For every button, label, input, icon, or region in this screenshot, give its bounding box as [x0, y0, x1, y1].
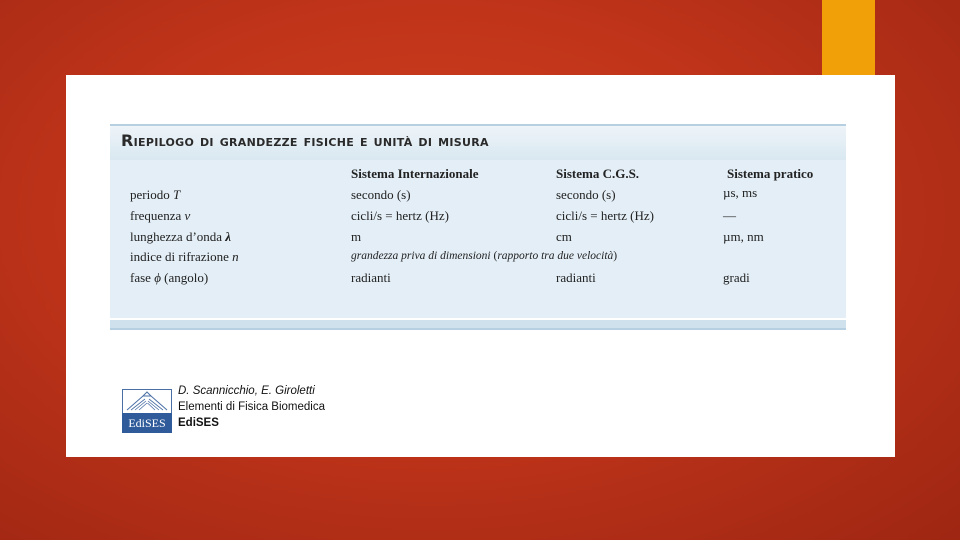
quantity-name: indice di rifrazione	[130, 249, 229, 264]
quantity-name: periodo	[130, 187, 170, 202]
publisher-credit	[122, 385, 362, 435]
edises-logo	[122, 389, 172, 433]
accent-bar	[822, 0, 875, 80]
column-header-cgs: Sistema C.G.S.	[556, 166, 640, 181]
cell-cgs: cicli/s = hertz (Hz)	[556, 208, 654, 223]
authors: D. Scannicchio, E. Giroletti	[178, 385, 315, 397]
quantity-symbol: T	[172, 187, 181, 202]
cell-pratico: —	[723, 208, 736, 223]
quantity-suffix: (angolo)	[164, 270, 209, 285]
table-title-band	[110, 124, 846, 160]
quantity-name: lunghezza d’onda	[130, 229, 223, 244]
quantity-symbol: ν	[184, 208, 191, 223]
slide-content	[66, 75, 895, 457]
table-title: Riepilogo di grandezze fisiche e unità di misura	[121, 131, 489, 150]
column-header-pratico: Sistema pratico	[727, 166, 814, 181]
cell-si: secondo (s)	[351, 187, 411, 202]
row-label-lunghezza-onda	[130, 229, 231, 245]
quantity-symbol: ϕ	[154, 270, 161, 285]
book-icon	[122, 389, 172, 414]
row-label-frequenza	[130, 208, 190, 224]
quantity-symbol: n	[232, 249, 239, 264]
quantity-symbol: λ	[225, 229, 232, 244]
cell-si: radianti	[351, 270, 391, 285]
column-header-si: Sistema Internazionale	[351, 166, 479, 181]
table-body	[110, 160, 846, 318]
table-bottom-band	[110, 320, 846, 330]
quantity-name: frequenza	[130, 208, 182, 223]
cell-cgs: cm	[556, 229, 572, 244]
cell-pratico: µm, nm	[723, 229, 764, 244]
summary-table	[110, 124, 846, 330]
cell-pratico: µs, ms	[723, 185, 758, 200]
cell-cgs: secondo (s)	[556, 187, 616, 202]
cell-cgs: radianti	[556, 270, 596, 285]
logo-text: EdiSES	[122, 413, 172, 433]
publisher-name: EdiSES	[178, 417, 219, 429]
book-title: Elementi di Fisica Biomedica	[178, 401, 326, 413]
cell-si: cicli/s = hertz (Hz)	[351, 208, 449, 223]
row-label-indice-rifrazione	[130, 249, 239, 265]
row-label-periodo	[130, 187, 180, 203]
cell-note: grandezza priva di dimensioni (rapporto tra due velocità)	[351, 250, 618, 262]
quantity-name: fase	[130, 270, 151, 285]
cell-pratico: gradi	[723, 270, 750, 285]
cell-si: m	[351, 229, 362, 244]
row-label-fase	[130, 270, 208, 286]
